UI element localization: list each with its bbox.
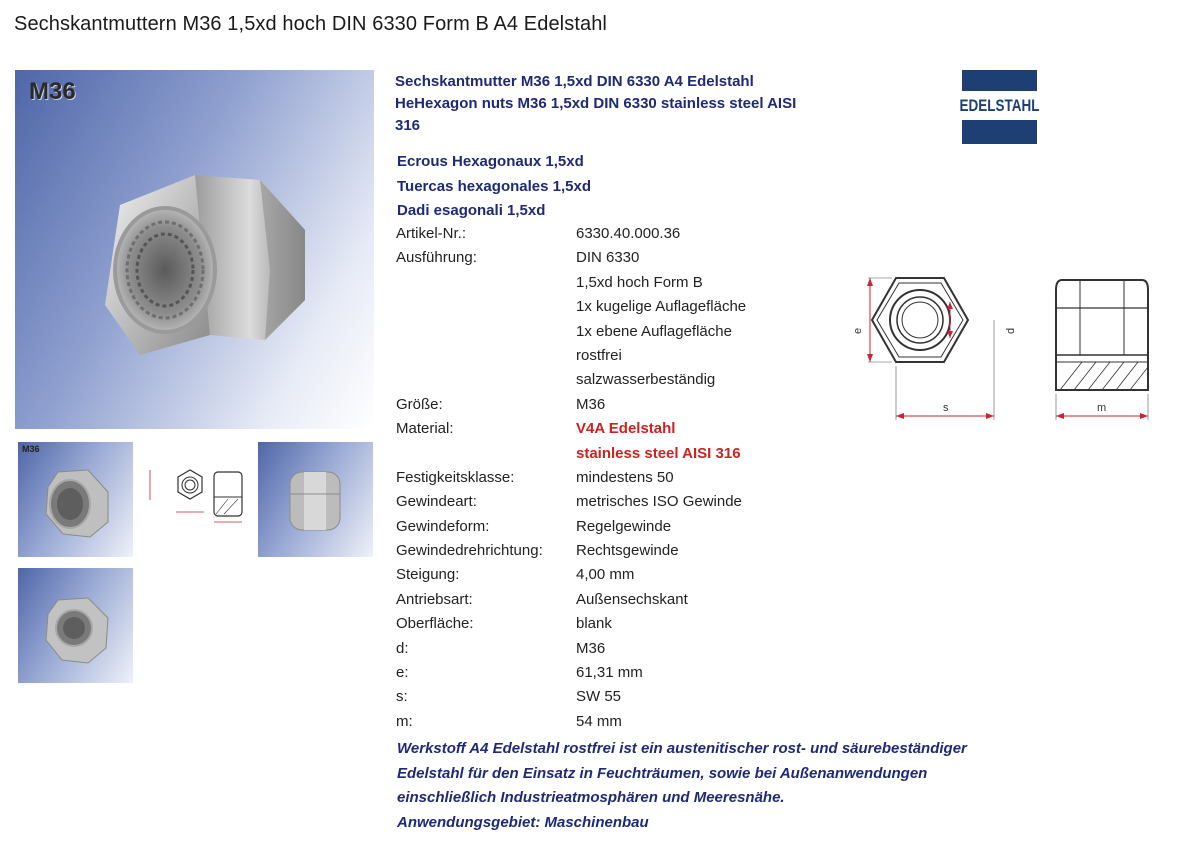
spec-value-highlight: V4A Edelstahl xyxy=(576,420,676,438)
heading-line-1: Sechskantmutter M36 1,5xd DIN 6330 A4 Edelstahl xyxy=(395,73,754,90)
spec-row xyxy=(396,344,746,368)
spec-value: DIN 6330 xyxy=(576,249,640,267)
material-description xyxy=(397,737,1037,835)
thumbnail-photo-side[interactable] xyxy=(258,442,373,557)
thumb-nut-icon xyxy=(18,442,133,557)
spec-label: Ausführung: xyxy=(396,249,477,267)
spec-row xyxy=(396,295,746,319)
main-product-image[interactable] xyxy=(15,70,374,429)
description-line-2: Edelstahl für den Einsatz in Feuchträumen, sowie bei Außenanwendungen xyxy=(397,764,928,782)
thumbnail-drawing[interactable] xyxy=(138,442,253,557)
spec-label: e: xyxy=(396,664,409,682)
spec-row xyxy=(396,685,746,709)
product-heading xyxy=(395,71,835,137)
dim-label-e: e xyxy=(852,327,864,334)
hex-nut-photo xyxy=(15,70,374,429)
spec-value: 6330.40.000.36 xyxy=(576,225,681,242)
spec-value: Außensechskant xyxy=(576,590,688,608)
spec-label xyxy=(396,271,576,295)
spec-value: Regelgewinde xyxy=(576,517,672,535)
spec-value: Rechtsgewinde xyxy=(576,542,679,560)
thumbnail-photo-1[interactable] xyxy=(18,442,133,557)
spec-label xyxy=(396,320,576,344)
heading-line-3: 316 xyxy=(395,117,421,134)
spec-value: 1x kugelige Auflagefläche xyxy=(576,298,747,316)
spec-label xyxy=(396,295,576,319)
spec-label: Oberfläche: xyxy=(396,615,474,633)
technical-drawing xyxy=(830,250,1170,435)
thumb-nut-side-icon xyxy=(258,442,373,557)
spec-row xyxy=(396,320,746,344)
thumb-nut-icon-2 xyxy=(18,568,133,683)
spec-label xyxy=(396,442,576,466)
spec-label: Steigung: xyxy=(396,566,460,584)
description-line-1: Werkstoff A4 Edelstahl rostfrei ist ein austenitischer rost- und säurebeständiger xyxy=(397,740,967,757)
spec-label: Gewindedrehrichtung: xyxy=(396,542,543,560)
spec-value: mindestens 50 xyxy=(576,468,674,486)
spec-row xyxy=(396,515,746,539)
product-translations xyxy=(397,150,817,224)
logo-text: EDELSTAHL xyxy=(959,96,1040,115)
spec-value: 1x ebene Auflagefläche xyxy=(576,322,732,340)
spec-label: Gewindeart: xyxy=(396,493,477,511)
spec-row xyxy=(396,222,746,246)
page-title: Sechskantmuttern M36 1,5xd hoch DIN 6330 Form B A4 Edelstahl xyxy=(14,13,607,35)
description-line-4: Anwendungsgebiet: Maschinenbau xyxy=(397,813,649,831)
front-view xyxy=(852,278,1017,420)
spec-row xyxy=(396,490,746,514)
spec-value: SW 55 xyxy=(576,688,622,706)
spec-label xyxy=(396,368,576,392)
spec-row xyxy=(396,417,746,441)
spec-label xyxy=(396,344,576,368)
spec-value: 1,5xd hoch Form B xyxy=(576,273,703,291)
spec-value: M36 xyxy=(576,639,606,657)
spec-value: salzwasserbeständig xyxy=(576,371,716,389)
spec-label: m: xyxy=(396,712,413,730)
side-view xyxy=(1056,280,1148,420)
spec-row xyxy=(396,612,746,636)
spec-row xyxy=(396,393,746,417)
spec-label: d: xyxy=(396,639,409,657)
spec-label: Gewindeform: xyxy=(396,517,490,535)
spec-value: 54 mm xyxy=(576,712,622,730)
spec-label: Festigkeitsklasse: xyxy=(396,468,515,486)
spec-label: s: xyxy=(396,688,408,706)
spec-value: 61,31 mm xyxy=(576,664,643,682)
description-line-3: einschließlich Industrieatmosphären und Meeresnähe. xyxy=(397,789,785,806)
translation-spanish: Tuercas hexagonales 1,5xd xyxy=(397,177,591,195)
spec-value: metrisches ISO Gewinde xyxy=(576,493,742,511)
spec-label: Artikel-Nr.: xyxy=(396,225,467,242)
spec-value-highlight: stainless steel AISI 316 xyxy=(576,444,741,462)
spec-label: Antriebsart: xyxy=(396,590,473,608)
dim-label-s: s xyxy=(943,402,949,414)
spec-row xyxy=(396,710,746,734)
spec-row xyxy=(396,637,746,661)
spec-row xyxy=(396,442,746,466)
translation-french: Ecrous Hexagonaux 1,5xd xyxy=(397,153,584,170)
spec-row xyxy=(396,368,746,392)
spec-row xyxy=(396,539,746,563)
spec-row xyxy=(396,563,746,587)
thumb-size-label: M36 xyxy=(22,444,40,454)
dim-label-m: m xyxy=(1097,402,1107,414)
spec-value: 4,00 mm xyxy=(576,566,635,584)
spec-value: M36 xyxy=(576,395,606,413)
heading-line-2: HeHexagon nuts M36 1,5xd DIN 6330 stainless steel AISI xyxy=(395,95,797,112)
size-label: M36 xyxy=(29,78,76,105)
translation-italian: Dadi esagonali 1,5xd xyxy=(397,202,546,219)
spec-row xyxy=(396,661,746,685)
spec-row xyxy=(396,466,746,490)
edelstahl-logo xyxy=(959,70,1040,144)
dim-label-d: d xyxy=(1005,327,1017,334)
spec-label: Größe: xyxy=(396,395,443,413)
spec-value: rostfrei xyxy=(576,346,622,364)
thumbnail-photo-2[interactable] xyxy=(18,568,133,683)
thumb-drawing-icon xyxy=(138,442,253,557)
spec-row xyxy=(396,271,746,295)
spec-value: blank xyxy=(576,615,612,633)
spec-row xyxy=(396,588,746,612)
spec-row xyxy=(396,246,746,270)
spec-table xyxy=(396,222,746,734)
spec-label: Material: xyxy=(396,420,454,438)
